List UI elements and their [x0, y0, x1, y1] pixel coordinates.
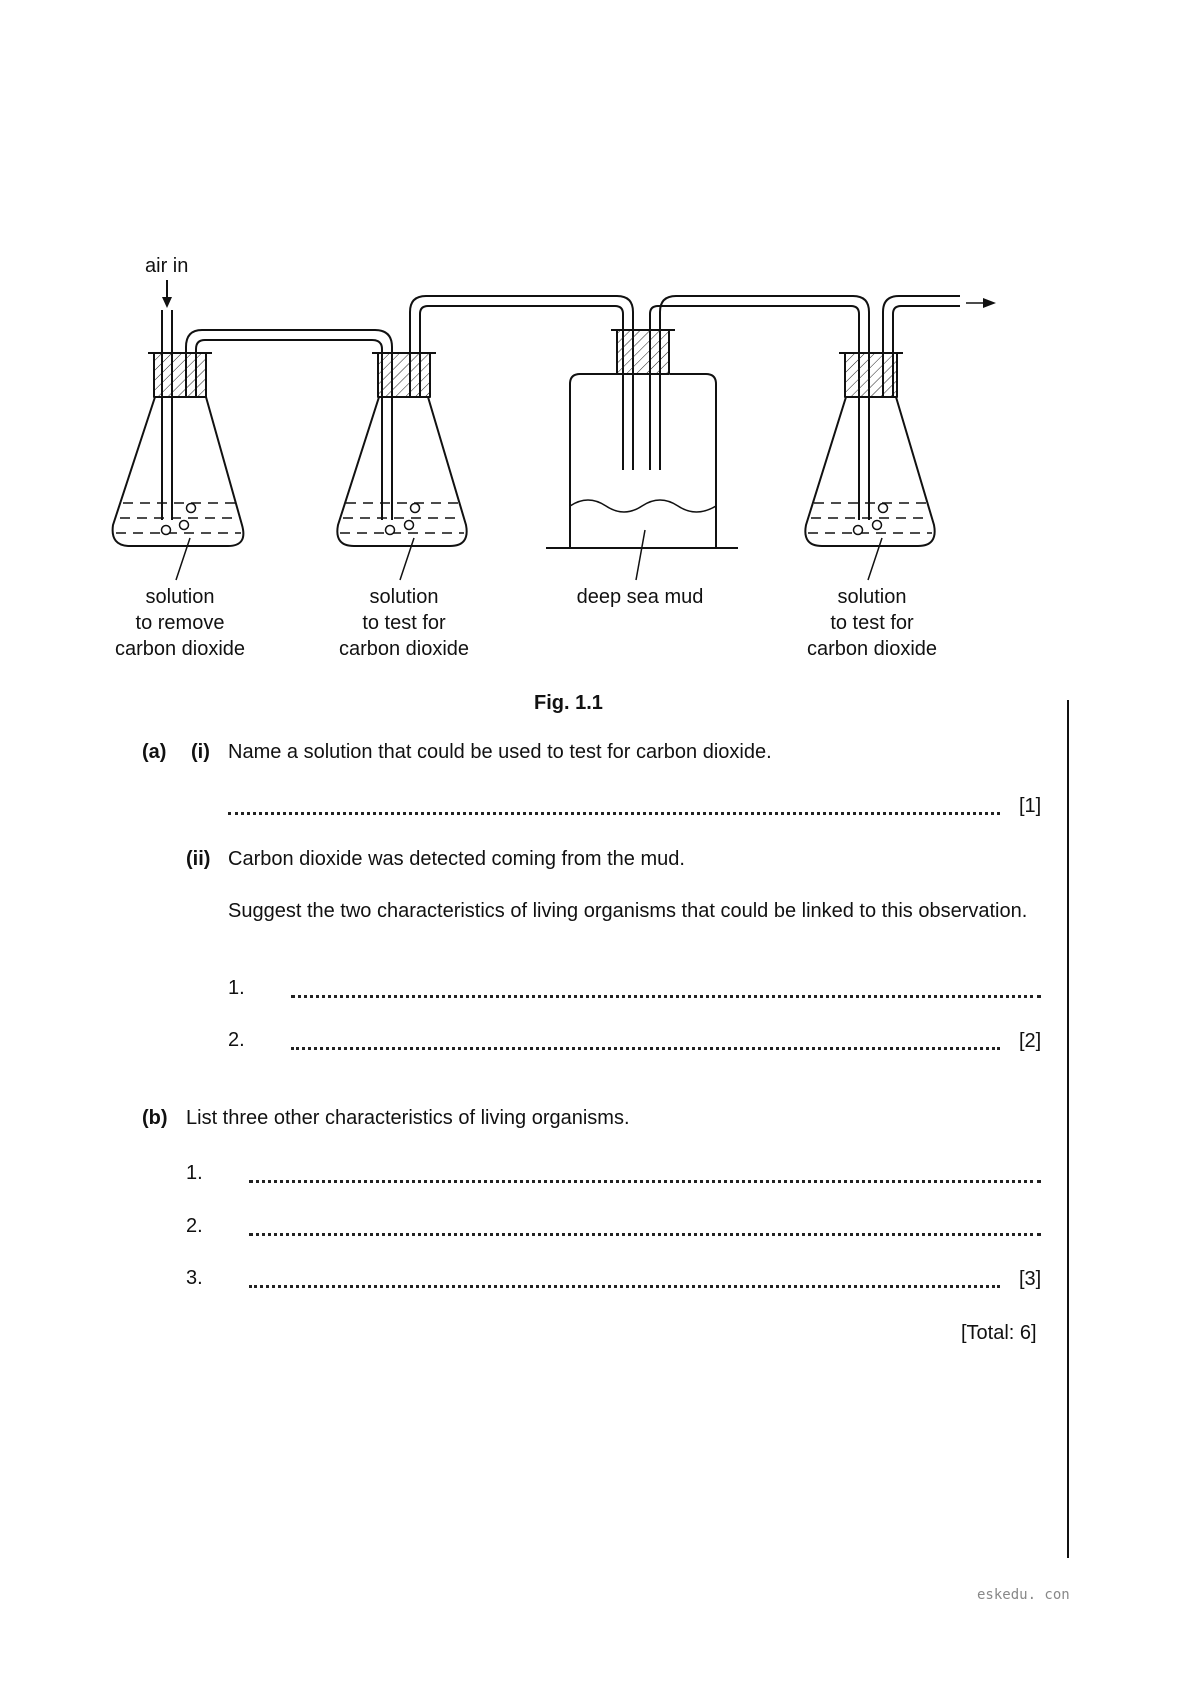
part-b-label: (b): [142, 1107, 168, 1129]
answer-line-b-1[interactable]: [249, 1180, 1041, 1183]
flask2-label-line2: to test for: [362, 612, 446, 634]
answer-line-b-3[interactable]: [249, 1285, 1000, 1288]
flask2-label: [304, 584, 504, 662]
b-line3-number: 3.: [186, 1267, 203, 1289]
answer-line-a-ii-2[interactable]: [291, 1047, 1000, 1050]
part-a-ii-label: (ii): [186, 848, 211, 870]
part-a-label: (a): [142, 741, 167, 763]
part-b-text: List three other characteristics of living organisms.: [186, 1107, 630, 1129]
marks-a-ii: [2]: [1019, 1030, 1042, 1052]
part-a-i-label: (i): [191, 741, 210, 763]
answer-line-a-ii-1[interactable]: [291, 995, 1041, 998]
flask3-label-line3: carbon dioxide: [806, 638, 938, 660]
flask3-label-line2: to test for: [830, 612, 914, 634]
flask1-label: [80, 584, 280, 662]
flask1-label-line1: solution: [145, 586, 215, 608]
a-ii-line2-number: 2.: [228, 1029, 245, 1051]
b-line1-number: 1.: [186, 1162, 203, 1184]
a-ii-line1-number: 1.: [228, 977, 245, 999]
flask2-label-line1: solution: [369, 586, 439, 608]
air-in-label: air in: [145, 255, 189, 277]
total-marks: [Total: 6]: [961, 1322, 1037, 1344]
footer-site: eskedu. con: [977, 1587, 1070, 1603]
part-a-ii-prompt: Suggest the two characteristics of living organisms that could be linked to this observation.: [228, 900, 1028, 922]
marks-b: [3]: [1019, 1268, 1042, 1290]
part-a-i-text: Name a solution that could be used to test for carbon dioxide.: [228, 741, 772, 763]
answer-line-b-2[interactable]: [249, 1233, 1041, 1236]
figure-caption: Fig. 1.1: [534, 692, 603, 714]
answer-line-a-i[interactable]: [228, 812, 1000, 815]
marks-a-i: [1]: [1019, 795, 1042, 817]
flask1-label-line2: to remove: [135, 612, 225, 634]
flask2-label-line3: carbon dioxide: [338, 638, 470, 660]
part-a-ii-text: Carbon dioxide was detected coming from the mud.: [228, 848, 685, 870]
jar-label: deep sea mud: [576, 586, 704, 608]
b-line2-number: 2.: [186, 1215, 203, 1237]
flask3-label: [772, 584, 972, 662]
flask3-label-line1: solution: [837, 586, 907, 608]
flask1-label-line3: carbon dioxide: [114, 638, 246, 660]
